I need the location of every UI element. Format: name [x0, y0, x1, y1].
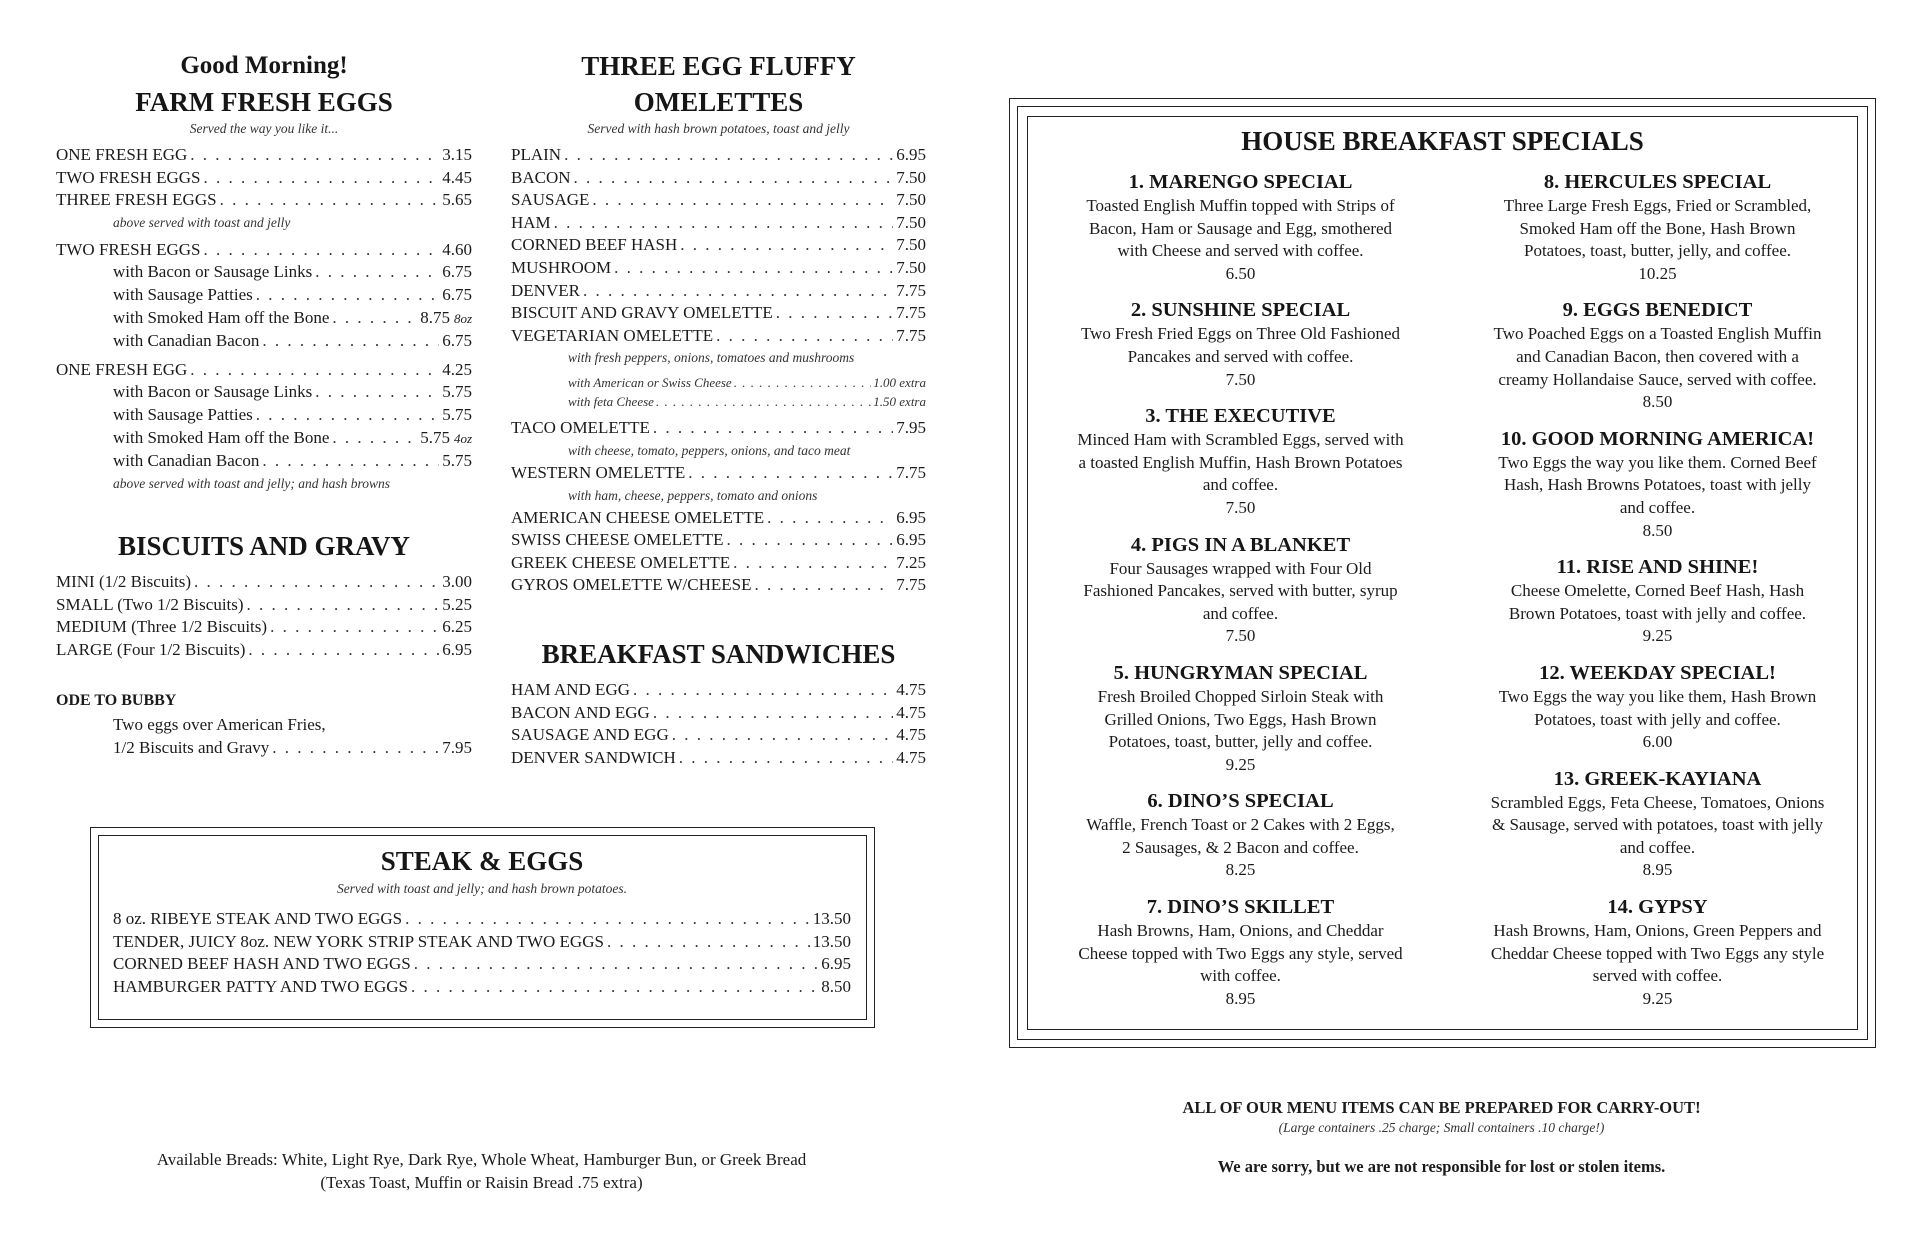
omelettes-section	[511, 48, 926, 597]
menu-item	[113, 953, 851, 976]
special-title: 7. DINO’S SKILLET	[1146, 896, 1335, 919]
item-label: THREE FRESH EGGS	[56, 190, 217, 210]
menu-item	[511, 257, 926, 280]
steak-eggs-title: STEAK & EGGS	[380, 846, 584, 876]
house-specials-title: HOUSE BREAKFAST SPECIALS	[1241, 126, 1644, 156]
menu-item	[511, 325, 926, 348]
specials-left-column	[1043, 169, 1438, 1022]
leader-dots	[614, 257, 893, 280]
leader-dots	[332, 307, 417, 330]
menu-item	[511, 574, 926, 597]
extra-price: 1.50 extra	[873, 394, 926, 410]
leader-dots	[672, 724, 894, 747]
leader-dots	[332, 427, 417, 450]
special-description-line: & Sausage, served with potatoes, toast with jelly	[1492, 815, 1823, 835]
special-description-line: Bacon, Ham or Sausage and Egg, smothered	[1088, 218, 1393, 238]
item-price: 4.75	[896, 747, 926, 767]
item-price: 7.75	[896, 303, 926, 323]
special-price: 7.50	[1225, 497, 1256, 517]
menu-item	[56, 330, 472, 353]
item-price: 7.25	[896, 552, 926, 572]
special-title: 13. GREEK-KAYIANA	[1553, 767, 1762, 790]
special-description-line: Pancakes and served with coffee.	[1127, 346, 1354, 366]
bubby-line-1: Two eggs over American Fries,	[113, 715, 326, 734]
special-item	[1464, 894, 1851, 1010]
item-price: 6.95	[821, 954, 851, 974]
special-description-line: Cheddar Cheese topped with Two Eggs any style	[1490, 943, 1825, 963]
item-price: 5.75	[442, 404, 472, 424]
leader-dots	[564, 144, 893, 167]
disclaimer: We are sorry, but we are not responsible for lost or stolen items.	[1217, 1157, 1666, 1176]
menu-item	[511, 747, 926, 770]
leader-dots	[767, 507, 893, 530]
leader-dots	[656, 392, 871, 411]
greeting-heading: Good Morning!	[180, 52, 348, 79]
leader-dots	[204, 167, 440, 190]
item-unit: 4oz	[453, 430, 472, 446]
biscuits-gravy-section	[56, 528, 472, 661]
special-item	[1043, 788, 1438, 882]
steak-eggs-box	[90, 827, 875, 1028]
special-description-line: Four Sausages wrapped with Four Old	[1109, 558, 1372, 578]
item-price: 6.95	[442, 639, 472, 659]
menu-item	[511, 189, 926, 212]
item-price: 5.65	[442, 190, 472, 210]
item-price: 4.75	[896, 725, 926, 745]
item-label: GREEK CHEESE OMELETTE	[511, 552, 731, 572]
item-label: BACON	[511, 167, 571, 187]
item-label: SMALL (Two 1/2 Biscuits)	[56, 594, 244, 614]
special-title: 10. GOOD MORNING AMERICA!	[1500, 427, 1815, 450]
item-label: GYROS OMELETTE W/CHEESE	[511, 575, 752, 595]
leader-dots	[554, 212, 894, 235]
menu-item	[113, 908, 851, 931]
menu-item	[56, 284, 472, 307]
menu-item	[56, 307, 472, 331]
special-title: 3. THE EXECUTIVE	[1145, 405, 1336, 428]
leader-dots	[574, 167, 894, 190]
special-price: 8.50	[1642, 520, 1673, 540]
menu-item	[511, 507, 926, 530]
special-price: 9.25	[1642, 988, 1673, 1008]
menu-item	[56, 261, 472, 284]
menu-item	[511, 234, 926, 257]
leader-dots	[583, 280, 893, 303]
special-description-line: a toasted English Muffin, Hash Brown Potatoes	[1078, 452, 1403, 472]
menu-item	[511, 167, 926, 190]
menu-item	[56, 144, 472, 167]
item-label: with Bacon or Sausage Links	[113, 262, 313, 282]
item-label: MEDIUM (Three 1/2 Biscuits)	[56, 617, 268, 637]
menu-item	[56, 594, 472, 617]
special-price: 8.95	[1642, 860, 1673, 880]
special-item	[1043, 169, 1438, 285]
menu-item	[511, 724, 926, 747]
special-description-line: Grilled Onions, Two Eggs, Hash Brown	[1104, 709, 1377, 729]
steak-eggs-subtitle: Served with toast and jelly; and hash brown potatoes.	[336, 881, 628, 896]
item-label: with Canadian Bacon	[113, 451, 260, 471]
leader-dots	[270, 616, 439, 639]
special-title: 12. WEEKDAY SPECIAL!	[1539, 661, 1776, 684]
item-price: 8.75	[420, 307, 450, 327]
leader-dots	[315, 381, 439, 404]
item-label: HAM	[511, 212, 551, 232]
item-label: with Smoked Ham off the Bone	[113, 427, 330, 447]
farm-fresh-eggs-title: FARM FRESH EGGS	[135, 87, 393, 117]
western-note: with ham, cheese, peppers, tomato and onions	[568, 487, 818, 503]
special-description-line: Scrambled Eggs, Feta Cheese, Tomatoes, Onions	[1490, 792, 1825, 812]
menu-item	[511, 144, 926, 167]
special-description-line: served with coffee.	[1592, 966, 1723, 986]
leader-dots	[405, 908, 810, 931]
leader-dots	[733, 552, 893, 575]
special-price: 8.50	[1642, 392, 1673, 412]
item-price: 6.75	[442, 331, 472, 351]
special-item	[1464, 426, 1851, 542]
special-item	[1464, 660, 1851, 754]
special-description-line: Waffle, French Toast or 2 Cakes with 2 Eggs,	[1086, 815, 1395, 835]
special-price: 8.95	[1225, 988, 1256, 1008]
special-item	[1043, 403, 1438, 519]
special-title: 9. EGGS BENEDICT	[1562, 299, 1753, 322]
leader-dots	[262, 450, 439, 473]
item-price: 6.25	[442, 617, 472, 637]
special-price: 8.25	[1225, 860, 1256, 880]
leader-dots	[633, 679, 893, 702]
special-price: 6.50	[1225, 263, 1256, 283]
leader-dots	[256, 404, 439, 427]
special-description-line: and Canadian Bacon, then covered with a	[1516, 346, 1799, 366]
ode-to-bubby-title: ODE TO BUBBY	[56, 692, 177, 709]
item-price: 13.50	[812, 931, 851, 951]
special-item	[1043, 532, 1438, 648]
item-label: VEGETARIAN OMELETTE	[511, 325, 714, 345]
item-price: 7.75	[896, 325, 926, 345]
special-price: 7.50	[1225, 626, 1256, 646]
item-price: 7.75	[896, 575, 926, 595]
ode-to-bubby-section	[56, 690, 472, 759]
item-price: 13.50	[812, 909, 851, 928]
special-price: 7.50	[1225, 369, 1256, 389]
menu-item	[56, 571, 472, 594]
special-price: 9.25	[1225, 754, 1256, 774]
item-label: SAUSAGE AND EGG	[511, 725, 669, 745]
special-description-line: Smoked Ham off the Bone, Hash Brown	[1519, 218, 1796, 238]
house-specials-box	[1009, 98, 1876, 1048]
menu-item: TWO FRESH EGGS . . . 4.60	[56, 239, 472, 262]
item-price: 7.50	[896, 190, 926, 210]
biscuits-gravy-title: BISCUITS AND GRAVY	[117, 531, 411, 561]
breads-line-2: (Texas Toast, Muffin or Raisin Bread .75 extra)	[320, 1172, 643, 1192]
menu-item	[56, 450, 472, 473]
special-item	[1464, 297, 1851, 413]
menu-item	[511, 679, 926, 702]
extra-option	[511, 392, 926, 411]
item-price: 8.50	[821, 976, 851, 996]
leader-dots	[680, 234, 893, 257]
item-label: with Canadian Bacon	[113, 331, 260, 351]
special-price: 9.25	[1642, 626, 1673, 646]
item-label: HAM AND EGG	[511, 680, 630, 699]
leader-dots	[755, 574, 894, 597]
menu-item	[56, 404, 472, 427]
leader-dots	[607, 931, 810, 954]
item-unit: 8oz	[453, 310, 472, 326]
special-description-line: Three Large Fresh Eggs, Fried or Scrambled,	[1503, 196, 1812, 215]
extra-label: with American or Swiss Cheese	[568, 375, 732, 391]
item-price: 3.00	[442, 572, 472, 591]
item-price: 7.50	[896, 235, 926, 255]
item-label: MUSHROOM	[511, 257, 612, 277]
special-description-line: Potatoes, toast with jelly and coffee.	[1534, 709, 1781, 729]
special-description-line: and coffee.	[1202, 475, 1279, 495]
special-title: 14. GYPSY	[1607, 896, 1708, 919]
leader-dots	[262, 330, 439, 353]
menu-item	[511, 702, 926, 725]
leader-dots	[414, 953, 819, 976]
menu-item	[113, 931, 851, 954]
breads-line-1: Available Breads: White, Light Rye, Dark Rye, Whole Wheat, Hamburger Bun, or Greek Bread	[156, 1150, 807, 1169]
item-price: 5.75	[442, 451, 472, 471]
special-price: 10.25	[1638, 263, 1677, 283]
leader-dots	[315, 261, 439, 284]
specials-right-column	[1464, 169, 1851, 1022]
item-price: 7.50	[896, 212, 926, 232]
bubby-line-2: 1/2 Biscuits and Gravy . . . 7.95	[56, 737, 472, 760]
special-item	[1043, 660, 1438, 776]
special-item	[1043, 297, 1438, 391]
leader-dots	[247, 594, 440, 617]
leader-dots	[716, 325, 893, 348]
omelettes-title-line-1: THREE EGG FLUFFY	[581, 51, 856, 81]
item-label: BISCUIT AND GRAVY OMELETTE	[511, 303, 773, 323]
leader-dots	[256, 284, 439, 307]
item-label: PLAIN	[511, 145, 562, 164]
menu-item	[56, 381, 472, 404]
menu-item	[56, 427, 472, 451]
item-price: 4.75	[896, 702, 926, 722]
item-label: AMERICAN CHEESE OMELETTE	[511, 507, 765, 527]
special-description-line: Brown Potatoes, toast with jelly and coffee.	[1508, 603, 1807, 623]
leader-dots	[734, 373, 872, 392]
leader-dots	[592, 189, 893, 212]
vegetarian-note: with fresh peppers, onions, tomatoes and mushrooms	[568, 350, 855, 366]
item-price: 3.15	[442, 145, 472, 164]
menu-item	[511, 529, 926, 552]
sandwiches-section	[511, 636, 926, 769]
item-price: 6.95	[896, 530, 926, 550]
item-price: 5.75	[442, 382, 472, 402]
breads-info	[90, 1149, 873, 1194]
menu-item	[56, 616, 472, 639]
farm-fresh-eggs-section	[56, 48, 472, 495]
leader-dots	[190, 144, 439, 167]
item-price: 7.75	[896, 280, 926, 300]
item-label: ONE FRESH EGG	[56, 145, 188, 164]
extra-price: 1.00 extra	[873, 375, 926, 391]
special-item	[1464, 169, 1851, 285]
menu-item	[56, 189, 472, 212]
item-label: DENVER SANDWICH	[511, 747, 676, 767]
item-price: 4.45	[442, 167, 472, 187]
leader-dots	[411, 976, 818, 999]
special-item	[1464, 554, 1851, 648]
special-description-line: and coffee.	[1619, 497, 1696, 517]
item-label: BACON AND EGG	[511, 702, 650, 722]
item-price: 6.95	[896, 507, 926, 527]
special-item	[1043, 894, 1438, 1010]
special-description-line: Potatoes, toast, butter, jelly, and coffee.	[1524, 241, 1791, 261]
item-label: TENDER, JUICY 8oz. NEW YORK STRIP STEAK AND TWO EGGS	[113, 931, 604, 951]
special-title: 4. PIGS IN A BLANKET	[1130, 533, 1351, 556]
special-price: 6.00	[1642, 732, 1673, 752]
special-description-line: and coffee.	[1619, 837, 1696, 857]
menu-item	[113, 976, 851, 999]
carryout-title: ALL OF OUR MENU ITEMS CAN BE PREPARED FOR CARRY-OUT!	[1182, 1098, 1701, 1117]
item-price: 7.50	[896, 167, 926, 187]
leader-dots	[653, 702, 893, 725]
item-price: 6.75	[442, 262, 472, 282]
item-label: MINI (1/2 Biscuits)	[56, 572, 192, 591]
special-description-line: Minced Ham with Scrambled Eggs, served with	[1077, 430, 1404, 450]
leader-dots	[220, 189, 440, 212]
special-description-line: with coffee.	[1200, 966, 1281, 986]
menu-item: ONE FRESH EGG . . . 4.25	[56, 359, 472, 382]
item-price: 7.50	[896, 257, 926, 277]
special-title: 2. SUNSHINE SPECIAL	[1130, 299, 1351, 322]
special-title: 8. HERCULES SPECIAL	[1543, 171, 1772, 193]
item-label: SAUSAGE	[511, 190, 590, 210]
omelettes-title-line-2: OMELETTES	[633, 87, 804, 117]
item-label: with Sausage Patties	[113, 284, 253, 304]
extra-option	[511, 373, 926, 392]
item-price: 5.75	[420, 427, 450, 447]
special-description-line: Fresh Broiled Chopped Sirloin Steak with	[1097, 686, 1384, 706]
farm-note-2: above served with toast and jelly; and hash browns	[113, 475, 390, 491]
item-label: CORNED BEEF HASH AND TWO EGGS	[113, 954, 411, 974]
item-label: LARGE (Four 1/2 Biscuits)	[56, 639, 246, 659]
special-description-line: Two Eggs the way you like them, Hash Brown	[1498, 686, 1817, 706]
carryout-note: (Large containers .25 charge; Small containers .10 charge!)	[1278, 1120, 1605, 1135]
extra-label: with feta Cheese	[568, 394, 654, 410]
item-label: with Smoked Ham off the Bone	[113, 307, 330, 327]
menu-item	[56, 167, 472, 190]
special-title: 5. HUNGRYMAN SPECIAL	[1113, 661, 1368, 684]
special-description-line: creamy Hollandaise Sauce, served with coffee.	[1498, 369, 1817, 389]
menu-item: TACO OMELETTE . . . 7.95	[511, 417, 926, 440]
menu-item	[511, 212, 926, 235]
special-title: 1. MARENGO SPECIAL	[1128, 171, 1353, 193]
farm-fresh-eggs-subtitle: Served the way you like it...	[189, 121, 339, 136]
sandwiches-title: BREAKFAST SANDWICHES	[541, 639, 896, 669]
steak-eggs-content	[113, 843, 851, 998]
special-description-line: Hash Browns, Ham, Onions, Green Peppers and	[1493, 921, 1822, 941]
item-label: with Bacon or Sausage Links	[113, 382, 313, 402]
item-label: DENVER	[511, 280, 580, 300]
taco-note: with cheese, tomato, peppers, onions, and taco meat	[568, 442, 851, 458]
special-description-line: with Cheese and served with coffee.	[1117, 241, 1364, 261]
menu-item	[511, 280, 926, 303]
special-description-line: and coffee.	[1202, 603, 1279, 623]
special-description-line: Two Eggs the way you like them. Corned Beef	[1498, 452, 1817, 472]
special-description-line: Two Fresh Fried Eggs on Three Old Fashioned	[1080, 324, 1401, 344]
item-label: CORNED BEEF HASH	[511, 235, 678, 255]
special-description-line: Fashioned Pancakes, served with butter, syrup	[1083, 581, 1398, 601]
leader-dots	[194, 571, 439, 594]
special-item	[1464, 766, 1851, 882]
special-description-line: Two Poached Eggs on a Toasted English Muffin	[1493, 324, 1822, 344]
special-description-line: Cheese Omelette, Corned Beef Hash, Hash	[1510, 581, 1805, 601]
farm-note-1: above served with toast and jelly	[113, 214, 291, 230]
menu-item: WESTERN OMELETTE . . . 7.75	[511, 462, 926, 485]
special-title: 11. RISE AND SHINE!	[1556, 556, 1759, 579]
special-description-line: Cheese topped with Two Eggs any style, served	[1078, 943, 1403, 963]
special-description-line: 2 Sausages, & 2 Bacon and coffee.	[1122, 837, 1359, 857]
leader-dots	[776, 302, 893, 325]
menu-item	[56, 639, 472, 662]
item-price: 5.25	[442, 594, 472, 614]
carryout-section	[1009, 1097, 1874, 1178]
leader-dots	[727, 529, 894, 552]
item-label: 8 oz. RIBEYE STEAK AND TWO EGGS	[113, 909, 403, 928]
special-description-line: Toasted English Muffin topped with Strips of	[1086, 196, 1395, 215]
menu-item	[511, 302, 926, 325]
menu-item	[511, 552, 926, 575]
special-title: 6. DINO’S SPECIAL	[1147, 790, 1334, 813]
leader-dots	[248, 639, 439, 662]
item-label: SWISS CHEESE OMELETTE	[511, 530, 724, 550]
special-description-line: Hash Browns, Ham, Onions, and Cheddar	[1097, 921, 1384, 941]
leader-dots	[679, 747, 893, 770]
omelettes-subtitle: Served with hash brown potatoes, toast and jelly	[587, 121, 850, 136]
item-label: HAMBURGER PATTY AND TWO EGGS	[113, 976, 409, 996]
item-label: with Sausage Patties	[113, 404, 253, 424]
item-price: 6.95	[896, 145, 926, 164]
item-label: TWO FRESH EGGS	[56, 167, 201, 187]
special-description-line: Hash, Hash Browns Potatoes, toast with jelly	[1504, 475, 1811, 495]
special-description-line: Potatoes, toast, butter, jelly and coffee.	[1108, 732, 1373, 752]
item-price: 4.75	[896, 680, 926, 699]
item-price: 6.75	[442, 284, 472, 304]
